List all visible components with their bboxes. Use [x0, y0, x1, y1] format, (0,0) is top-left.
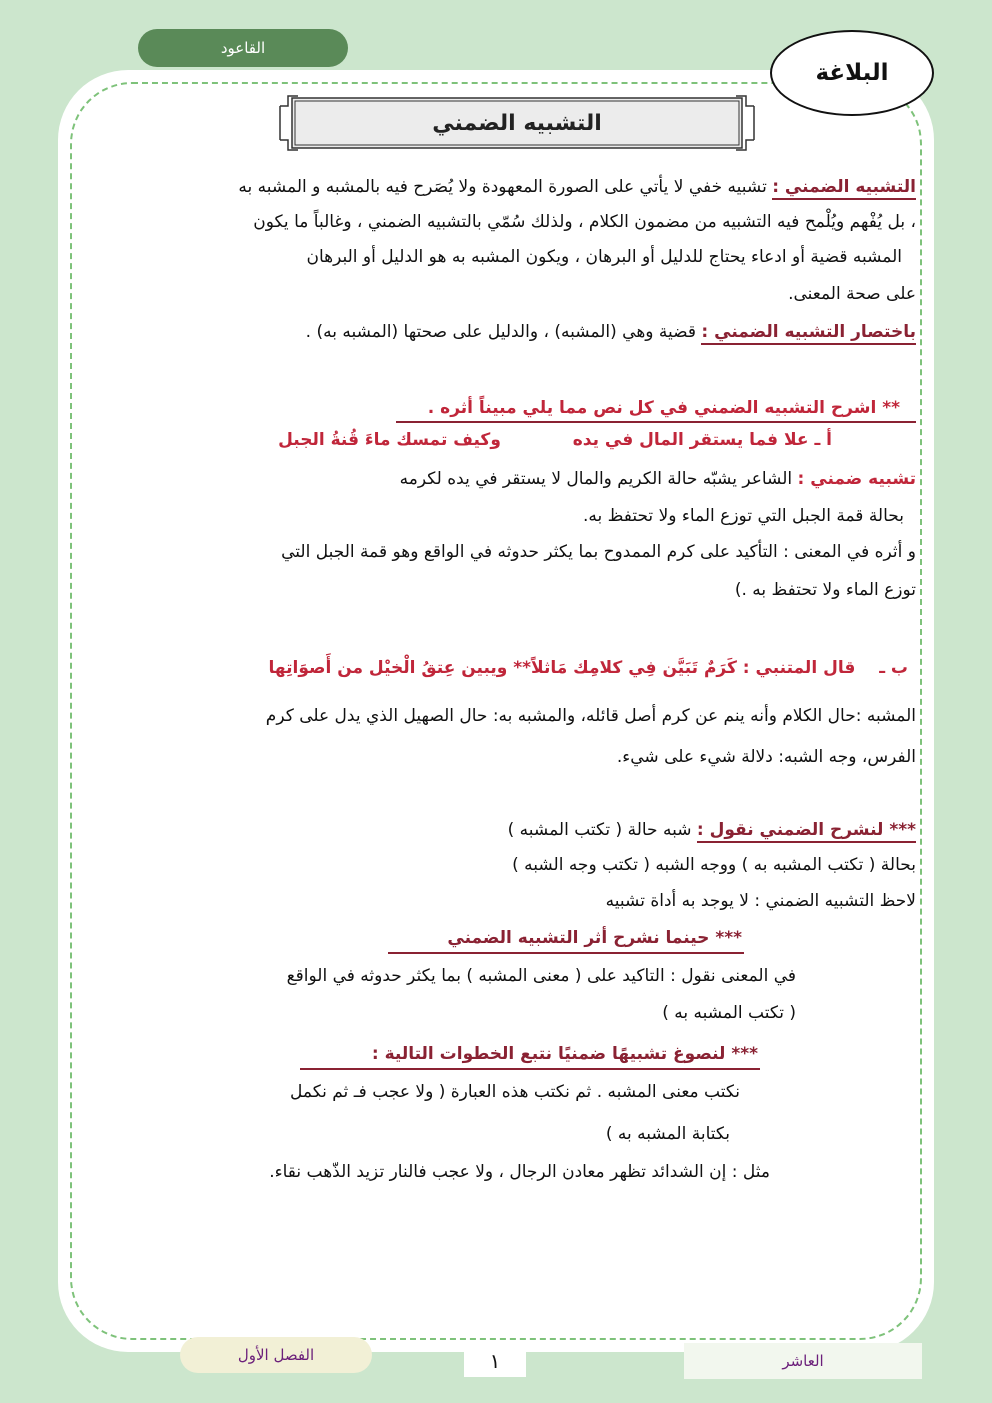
method-heading: *** لنشرح الضمني نقول : — [697, 820, 916, 843]
definition-text-1: تشبيه خفي لا يأتي على الصورة المعهودة ولا يُصَرح فيه بالمشبه و المشبه به — [238, 177, 767, 197]
verse-a-label: أ ـ — [814, 430, 832, 450]
verse-b — [269, 656, 908, 680]
teacher-name-badge: القاعود — [138, 29, 348, 67]
definition-term: التشبيه الضمني : — [772, 177, 916, 200]
definition-line-4: على صحة المعنى. — [788, 284, 916, 304]
summary-term: باختصار التشبيه الضمني : — [701, 322, 916, 345]
page-title: التشبيه الضمني — [432, 110, 602, 136]
effect-heading: *** حينما نشرح أثر التشبيه الضمني — [447, 928, 742, 948]
effect-line-2: ( تكتب المشبه به ) — [662, 1003, 796, 1023]
method-text-1: شبه حالة ( تكتب المشبه ) — [507, 820, 692, 840]
effect-line-1: في المعنى نقول : التاكيد على ( معنى المشبه ) بما يكثر حدوثه في الواقع — [286, 966, 796, 986]
verse-a-effect-2: توزع الماء ولا تحتفظ به .) — [734, 580, 916, 600]
definition-line-3: المشبه قضية أو ادعاء يحتاج للدليل أو البرهان ، ويكون المشبه به هو الدليل أو البرهان — [306, 247, 902, 267]
steps-heading: *** لنصوغ تشبيهًا ضمنيًا نتبع الخطوات التالية : — [371, 1044, 758, 1064]
verse-a-second-half: وكيف تمسك ماءَ قُنةُ الجبل — [278, 430, 501, 450]
example-line: مثل : إن الشدائد تظهر معادن الرجال ، ولا عجب فالنار تزيد الذّهب نقاء. — [269, 1162, 770, 1182]
summary-line — [306, 320, 916, 344]
definition-line-2: ، بل يُفْهم ويُلْمح فيه التشبيه من مضمون الكلام ، ولذلك سُمّي بالتشبيه الضمني ، وغالباً ما يكون — [253, 212, 916, 232]
semester-label: الفصل الأول — [180, 1337, 372, 1373]
steps-heading-underline — [300, 1068, 760, 1070]
exercise-heading: ** اشرح التشبيه الضمني في كل نص مما يلي مبيناً أثره . — [427, 398, 900, 418]
method-line-3: لاحظ التشبيه الضمني : لا يوجد به أداة تشبيه — [605, 891, 916, 911]
verse-b-explanation-2: الفرس، وجه الشبه: دلالة شيء على شيء. — [616, 747, 916, 767]
page-number: ١ — [464, 1345, 526, 1377]
verse-a-explanation-1 — [400, 467, 916, 491]
subject-label: البلاغة — [770, 30, 934, 116]
summary-text: قضية وهي (المشبه) ، والدليل على صحتها (المشبه به) . — [305, 322, 697, 342]
step-line-1: نكتب معنى المشبه . ثم نكتب هذه العبارة ( ولا عجب فـ ثم نكمل — [290, 1082, 740, 1102]
step-line-2: بكتابة المشبه به ) — [605, 1124, 730, 1144]
verse-a — [278, 428, 832, 452]
verse-a-first-half: علا فما يستقر المال في يده — [572, 430, 809, 450]
verse-b-label: ب ـ — [879, 658, 908, 678]
grade-label: العاشر — [684, 1343, 922, 1379]
method-line-1 — [508, 818, 916, 842]
verse-a-effect-1: و أثره في المعنى : التأكيد على كرم الممدوح بما يكثر حدوثه في الواقع وهو قمة الجبل التي — [281, 542, 916, 562]
verse-a-explanation-2: بحالة قمة الجبل التي توزع الماء ولا تحتفظ به. — [582, 506, 904, 526]
verse-a-term: تشبيه ضمني : — [797, 469, 916, 489]
page-title-frame — [278, 92, 756, 154]
definition-line-1 — [238, 175, 916, 199]
heading-underline — [396, 421, 916, 423]
verse-b-text: قال المتنبي : كَرَمٌ تَبَيَّن فِي كلامِك مَاثلاً** ويبين عِتقُ الْخيْل من أَصوَاتِها — [268, 658, 856, 678]
verse-a-text-1: الشاعر يشبّه حالة الكريم والمال لا يستقر في يده لكرمه — [399, 469, 793, 489]
verse-b-explanation-1: المشبه :حال الكلام وأنه ينم عن كرم أصل قائله، والمشبه به: حال الصهيل الذي يدل على كرم — [265, 706, 916, 726]
effect-heading-underline — [388, 952, 744, 954]
method-line-2: بحالة ( تكتب المشبه به ) ووجه الشبه ( تكتب وجه الشبه ) — [512, 855, 916, 875]
